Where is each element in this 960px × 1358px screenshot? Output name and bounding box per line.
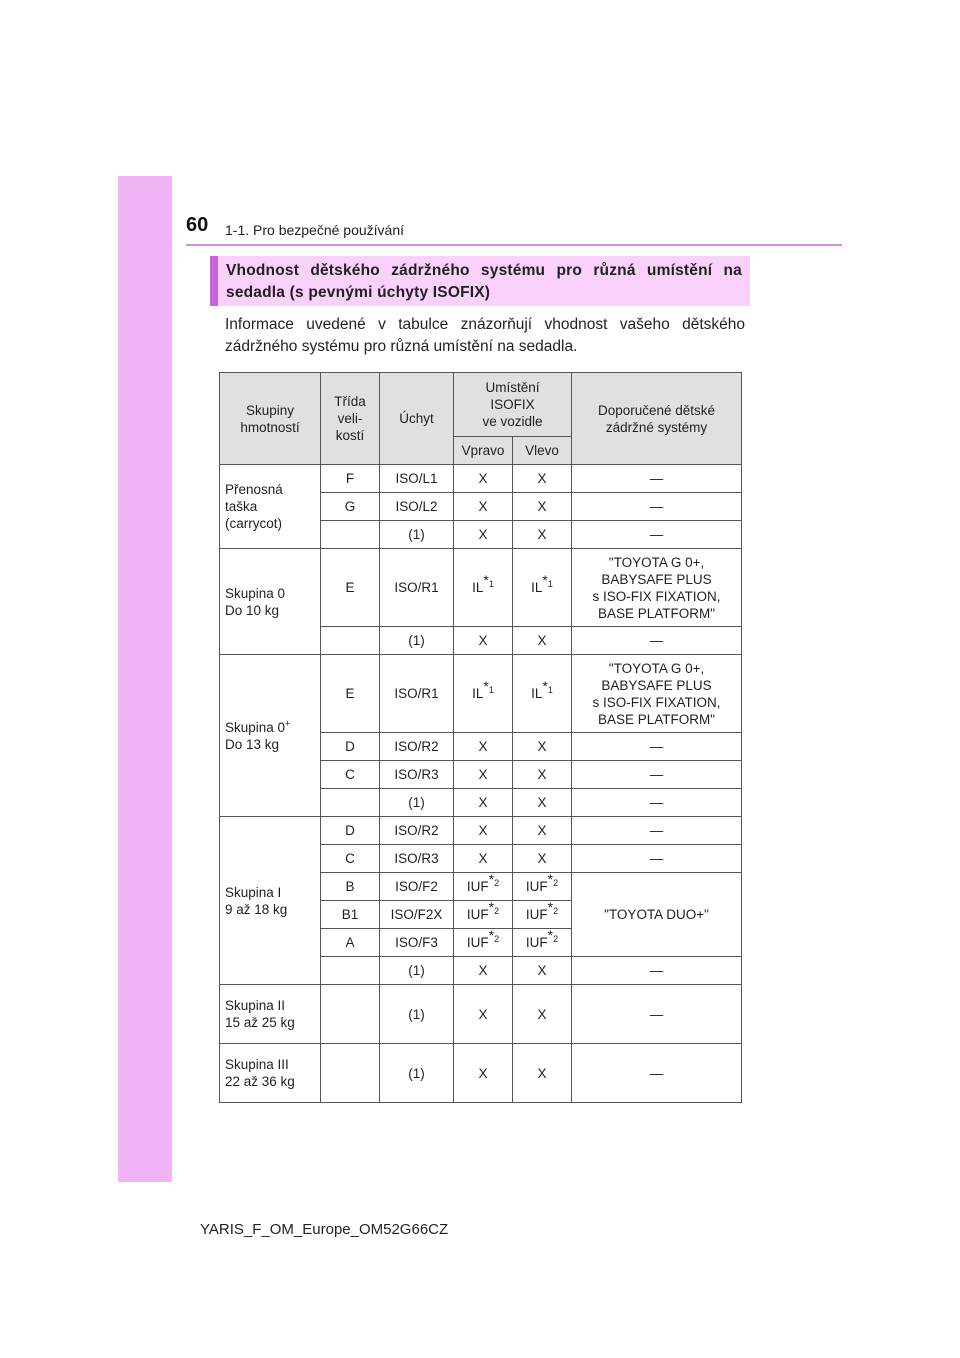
table-row: G ISO/L2 X X — — [220, 493, 742, 521]
table-row: C ISO/R3 X X — — [220, 761, 742, 789]
isofix-suitability-table — [219, 372, 742, 1103]
intro-paragraph: Informace uvedené v tabulce znázorňují vhodnost vašeho dětského zádržného systému pro různá umístění na sedadla. — [225, 316, 745, 355]
table-row: (1) X X — — [220, 957, 742, 985]
section-title: 1-1. Pro bezpečné používání — [225, 222, 405, 238]
group-2: Skupina II 15 až 25 kg — [220, 985, 321, 1044]
header-fixture: Úchyt — [380, 373, 454, 465]
side-tab-band — [118, 176, 172, 1182]
header-recommended-systems: Doporučené dětské zádržné systémy — [572, 373, 742, 465]
header-isofix-positions: Umístění ISOFIX ve vozidle — [454, 373, 572, 437]
recommended-g0plus-systems: "TOYOTA G 0+, BABYSAFE PLUS s ISO-FIX FIXATION, BASE PLATFORM" — [572, 655, 742, 733]
page-number: 60 — [186, 214, 209, 236]
group-1: Skupina I 9 až 18 kg — [220, 817, 321, 985]
table-row: Skupina 0+ Do 13 kg E ISO/R1 IL$^{*1}$ IL$^{*1}$ "TOYOTA G 0+, BABYSAFE PLUS s ISO-FIX FIXATION, BASE PLATFORM" — [220, 655, 742, 733]
table-row: B1 ISO/F2X IUF$^{*2}$ IUF$^{*2}$ — [220, 901, 742, 929]
header-size-class: Třída veli- kostí — [321, 373, 380, 465]
header-left: Vlevo — [513, 437, 572, 465]
recommended-duo-system: "TOYOTA DUO+" — [572, 873, 742, 957]
header-rule — [186, 244, 842, 246]
header-right: Vpravo — [454, 437, 513, 465]
table-row: Přenosná taška (carrycot) F ISO/L1 X X — — [220, 465, 742, 493]
table-row: C ISO/R3 X X — — [220, 845, 742, 873]
header-weight-groups: Skupiny hmotností — [220, 373, 321, 465]
table-row: A ISO/F3 IUF$^{*2}$ IUF$^{*2}$ — [220, 929, 742, 957]
document-footer: YARIS_F_OM_Europe_OM52G66CZ — [200, 1221, 449, 1238]
table-row: (1) X X — — [220, 627, 742, 655]
group-0: Skupina 0 Do 10 kg — [220, 549, 321, 655]
table-row: Skupina II 15 až 25 kg (1) X X — — [220, 985, 742, 1044]
group-carrycot: Přenosná taška (carrycot) — [220, 465, 321, 549]
group-0-plus: Skupina 0+ Do 13 kg — [220, 655, 321, 817]
table-row: (1) X X — — [220, 789, 742, 817]
group-3: Skupina III 22 až 36 kg — [220, 1044, 321, 1103]
table-row: Skupina I 9 až 18 kg D ISO/R2 X X — — [220, 817, 742, 845]
table-row: Skupina 0 Do 10 kg E ISO/R1 IL$^{*1}$ IL$^{*1}$ "TOYOTA G 0+, BABYSAFE PLUS s ISO-FIX FIXATION, BASE PLATFORM" — [220, 549, 742, 627]
table-row: B ISO/F2 IUF$^{*2}$ IUF$^{*2}$ "TOYOTA DUO+" — [220, 873, 742, 901]
recommended-g0-systems: "TOYOTA G 0+, BABYSAFE PLUS s ISO-FIX FIXATION, BASE PLATFORM" — [572, 549, 742, 627]
table-row: D ISO/R2 X X — — [220, 733, 742, 761]
table-row: Skupina III 22 až 36 kg (1) X X — — [220, 1044, 742, 1103]
table-row: (1) X X — — [220, 521, 742, 549]
section-heading: Vhodnost dětského zádržného systému pro různá umístění na sedadla (s pevnými úchyty ISOFIX) — [210, 256, 750, 306]
